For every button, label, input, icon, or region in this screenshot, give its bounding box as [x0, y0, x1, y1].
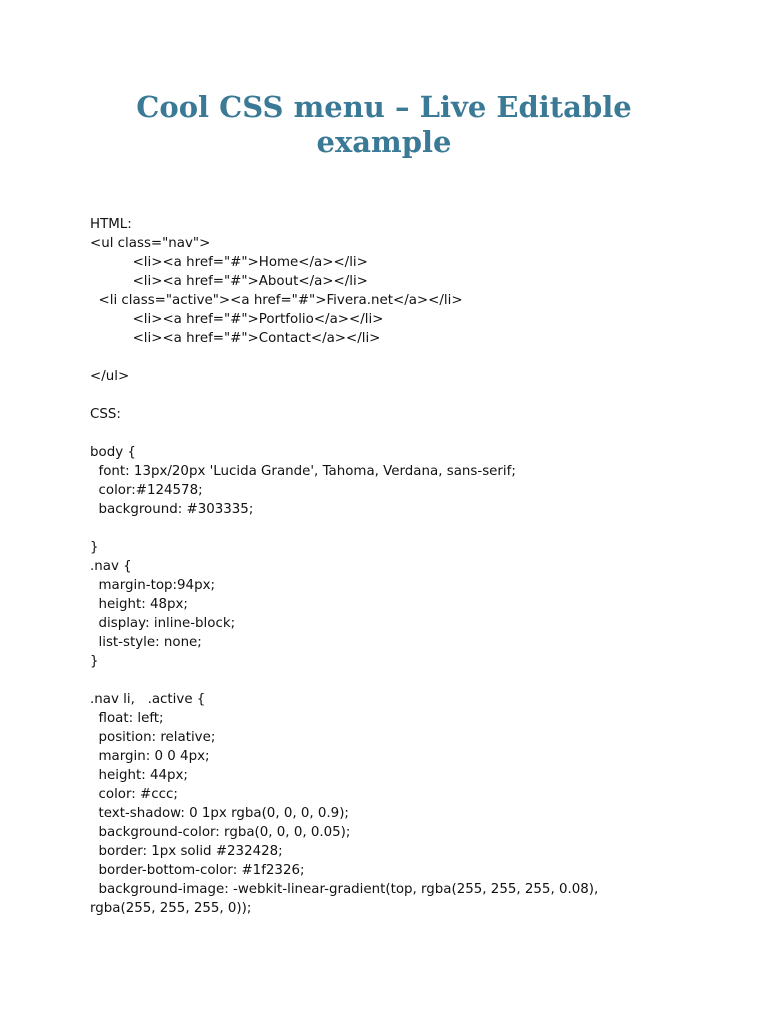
text-line: <li><a href="#">About</a></li> [90, 274, 368, 289]
text-line: <li class="active"><a href="#">Fivera.net</a></li> [90, 293, 463, 308]
text-line: <li><a href="#">Home</a></li> [90, 255, 368, 270]
text-line: <li><a href="#">Contact</a></li> [90, 331, 381, 346]
text-line: <li><a href="#">Portfolio</a></li> [90, 312, 384, 327]
text-line: color:#124578; [90, 483, 203, 498]
text-line: <ul class="nav"> [90, 236, 211, 251]
text-line: border-bottom-color: #1f2326; [90, 863, 305, 878]
text-line: border: 1px solid #232428; [90, 844, 283, 859]
text-line: height: 48px; [90, 597, 188, 612]
blank-line [90, 386, 690, 405]
text-line: background-image: -webkit-linear-gradient(top, rgba(255, 255, 255, 0.08), [90, 882, 599, 897]
text-line: .nav { [90, 559, 132, 574]
blank-line [90, 424, 690, 443]
text-line: text-shadow: 0 1px rgba(0, 0, 0, 0.9); [90, 806, 349, 821]
text-line: background: #303335; [90, 502, 254, 517]
blank-line [90, 671, 690, 690]
text-line: } [90, 540, 99, 555]
blank-line [90, 519, 690, 538]
text-line: margin-top:94px; [90, 578, 216, 593]
text-line: position: relative; [90, 730, 216, 745]
text-line: float: left; [90, 711, 164, 726]
page-title: Cool CSS menu – Live Editable example [136, 90, 632, 159]
text-line: color: #ccc; [90, 787, 178, 802]
text-line: margin: 0 0 4px; [90, 749, 210, 764]
code-listing [90, 215, 690, 918]
text-line: display: inline-block; [90, 616, 236, 631]
text-line: body { [90, 445, 136, 460]
text-line: .nav li, .active { [90, 692, 206, 707]
text-line: height: 44px; [90, 768, 188, 783]
text-line: } [90, 654, 99, 669]
text-line: CSS: [90, 407, 121, 422]
text-line: font: 13px/20px 'Lucida Grande', Tahoma, Verdana, sans-serif; [90, 464, 516, 479]
text-line: HTML: [90, 217, 132, 232]
text-line: background-color: rgba(0, 0, 0, 0.05); [90, 825, 351, 840]
text-line: list-style: none; [90, 635, 202, 650]
blank-line [90, 348, 690, 367]
text-line: rgba(255, 255, 255, 0)); [90, 901, 252, 916]
text-line: </ul> [90, 369, 130, 384]
